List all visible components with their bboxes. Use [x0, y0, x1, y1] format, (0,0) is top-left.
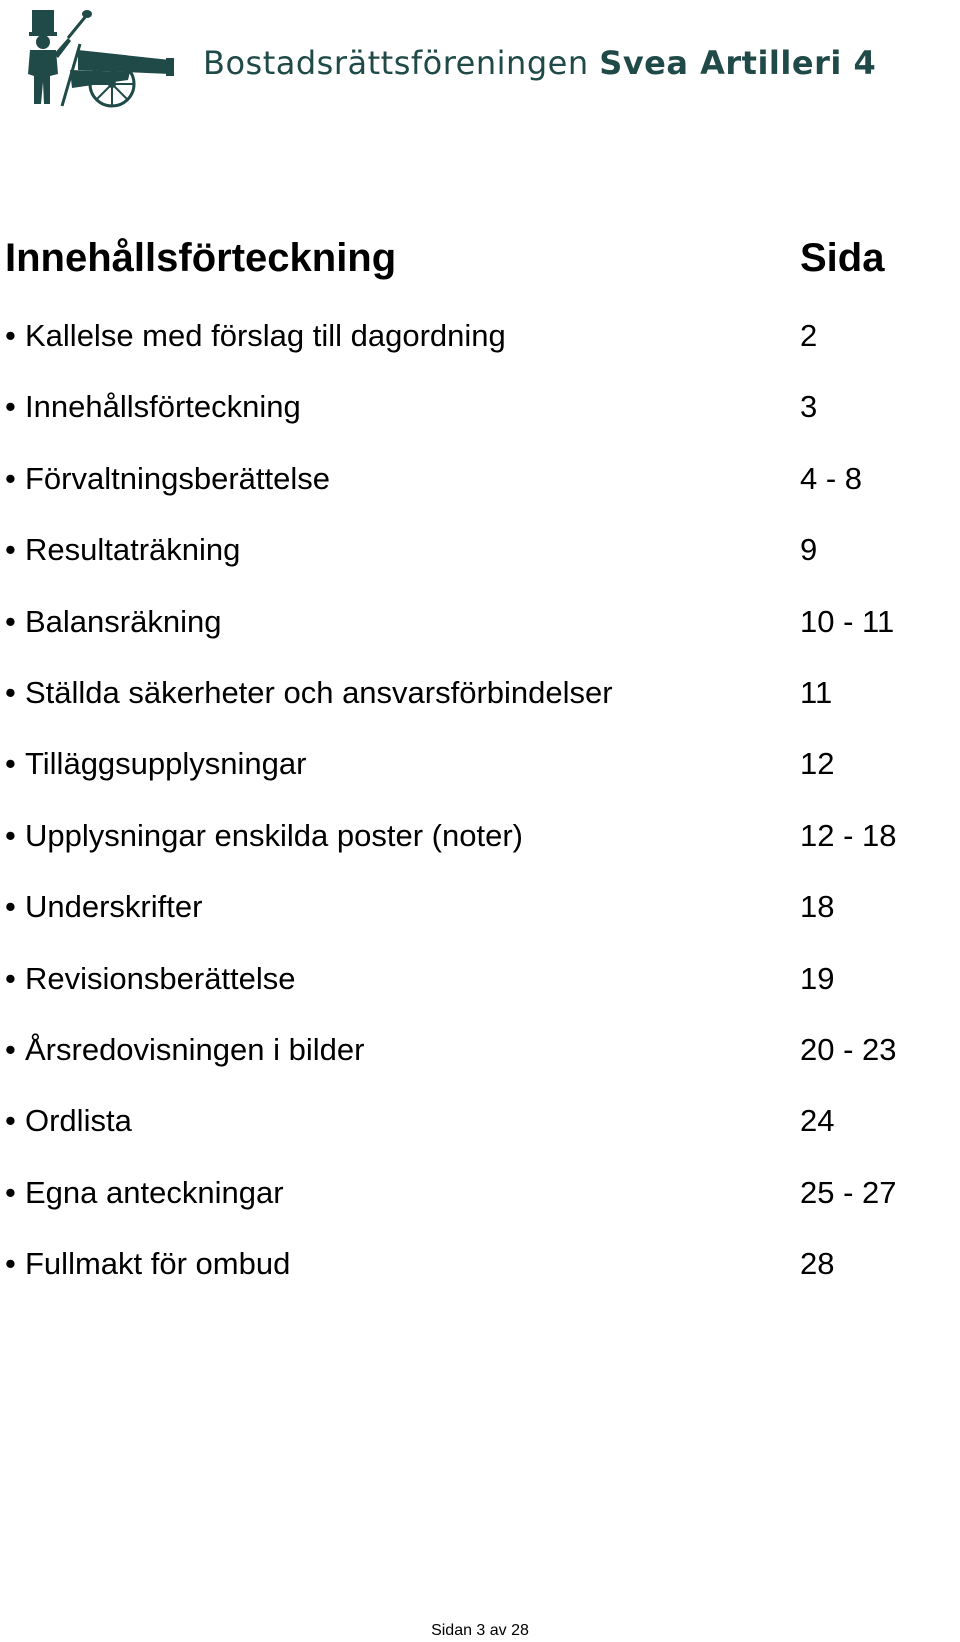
toc-entry [5, 1103, 945, 1174]
toc-entry [5, 746, 945, 817]
bullet: • [5, 389, 16, 425]
bullet: • [5, 889, 16, 925]
toc-entry-label: Förvaltningsberättelse [25, 460, 330, 496]
toc-entry [5, 389, 945, 460]
organization-name-regular: Bostadsrättsföreningen [203, 44, 600, 82]
toc-page-column-title: Sida [800, 236, 885, 280]
toc-entry-label: Fullmakt för ombud [25, 1246, 291, 1282]
toc-entry [5, 461, 945, 532]
bullet: • [5, 817, 16, 853]
bullet: • [5, 746, 16, 782]
toc-entry-label: Egna anteckningar [25, 1174, 284, 1210]
toc-entry [5, 889, 945, 960]
soldier-cannon-logo-icon [10, 8, 180, 108]
page-header [10, 8, 955, 108]
toc-entry [5, 604, 945, 675]
toc-entry-page: 4 - 8 [800, 460, 863, 496]
toc-entry-label: Ordlista [25, 1103, 132, 1139]
toc-entry-label: Resultaträkning [25, 532, 241, 568]
toc-entry-label: Underskrifter [25, 889, 203, 925]
toc-entry-label: Innehållsförteckning [25, 389, 301, 425]
toc-entry [5, 818, 945, 889]
toc-entry-page: 2 [800, 318, 818, 353]
toc-entry [5, 1175, 945, 1246]
toc-entry-label: Upplysningar enskilda poster (noter) [25, 817, 523, 853]
page-number-footer: Sidan 3 av 28 [431, 1622, 529, 1639]
bullet: • [5, 532, 16, 568]
bullet: • [5, 1246, 16, 1282]
bullet: • [5, 1103, 16, 1139]
toc-entry-page: 18 [800, 889, 835, 925]
toc-entry [5, 532, 945, 603]
organization-name [203, 44, 876, 82]
toc-entry-label: Balansräkning [25, 603, 222, 639]
toc-entry-page: 12 [800, 746, 835, 782]
toc-entry [5, 318, 945, 389]
toc-entry-label: Årsredovisningen i bilder [25, 1031, 365, 1067]
toc-entry-page: 24 [800, 1103, 835, 1139]
toc-entry-page: 28 [800, 1246, 835, 1282]
toc-entry-page: 9 [800, 532, 818, 568]
bullet: • [5, 603, 16, 639]
toc-entry-page: 3 [800, 389, 818, 425]
toc-entry [5, 961, 945, 1032]
toc-entry [5, 1246, 945, 1317]
toc-entry-page: 20 - 23 [800, 1031, 897, 1067]
toc-entry-page: 12 - 18 [800, 817, 897, 853]
toc-list [5, 318, 945, 1317]
toc-entry-page: 10 - 11 [800, 603, 895, 639]
toc-entry-page: 11 [800, 674, 833, 710]
toc-entry-label: Tilläggsupplysningar [25, 746, 307, 782]
bullet: • [5, 1174, 16, 1210]
toc-title: Innehållsförteckning [5, 236, 397, 280]
bullet: • [5, 960, 16, 996]
bullet: • [5, 318, 16, 353]
toc-entry-label: Kallelse med förslag till dagordning [25, 318, 506, 353]
bullet: • [5, 1031, 16, 1067]
toc-entry [5, 1032, 945, 1103]
toc-entry-label: Revisionsberättelse [25, 960, 296, 996]
toc-entry [5, 675, 945, 746]
organization-name-bold: Svea Artilleri 4 [599, 44, 877, 82]
toc-entry-page: 25 - 27 [800, 1174, 897, 1210]
bullet: • [5, 674, 16, 710]
toc-entry-page: 19 [800, 960, 835, 996]
toc-entry-label: Ställda säkerheter och ansvarsförbindelser [25, 674, 613, 710]
bullet: • [5, 460, 16, 496]
